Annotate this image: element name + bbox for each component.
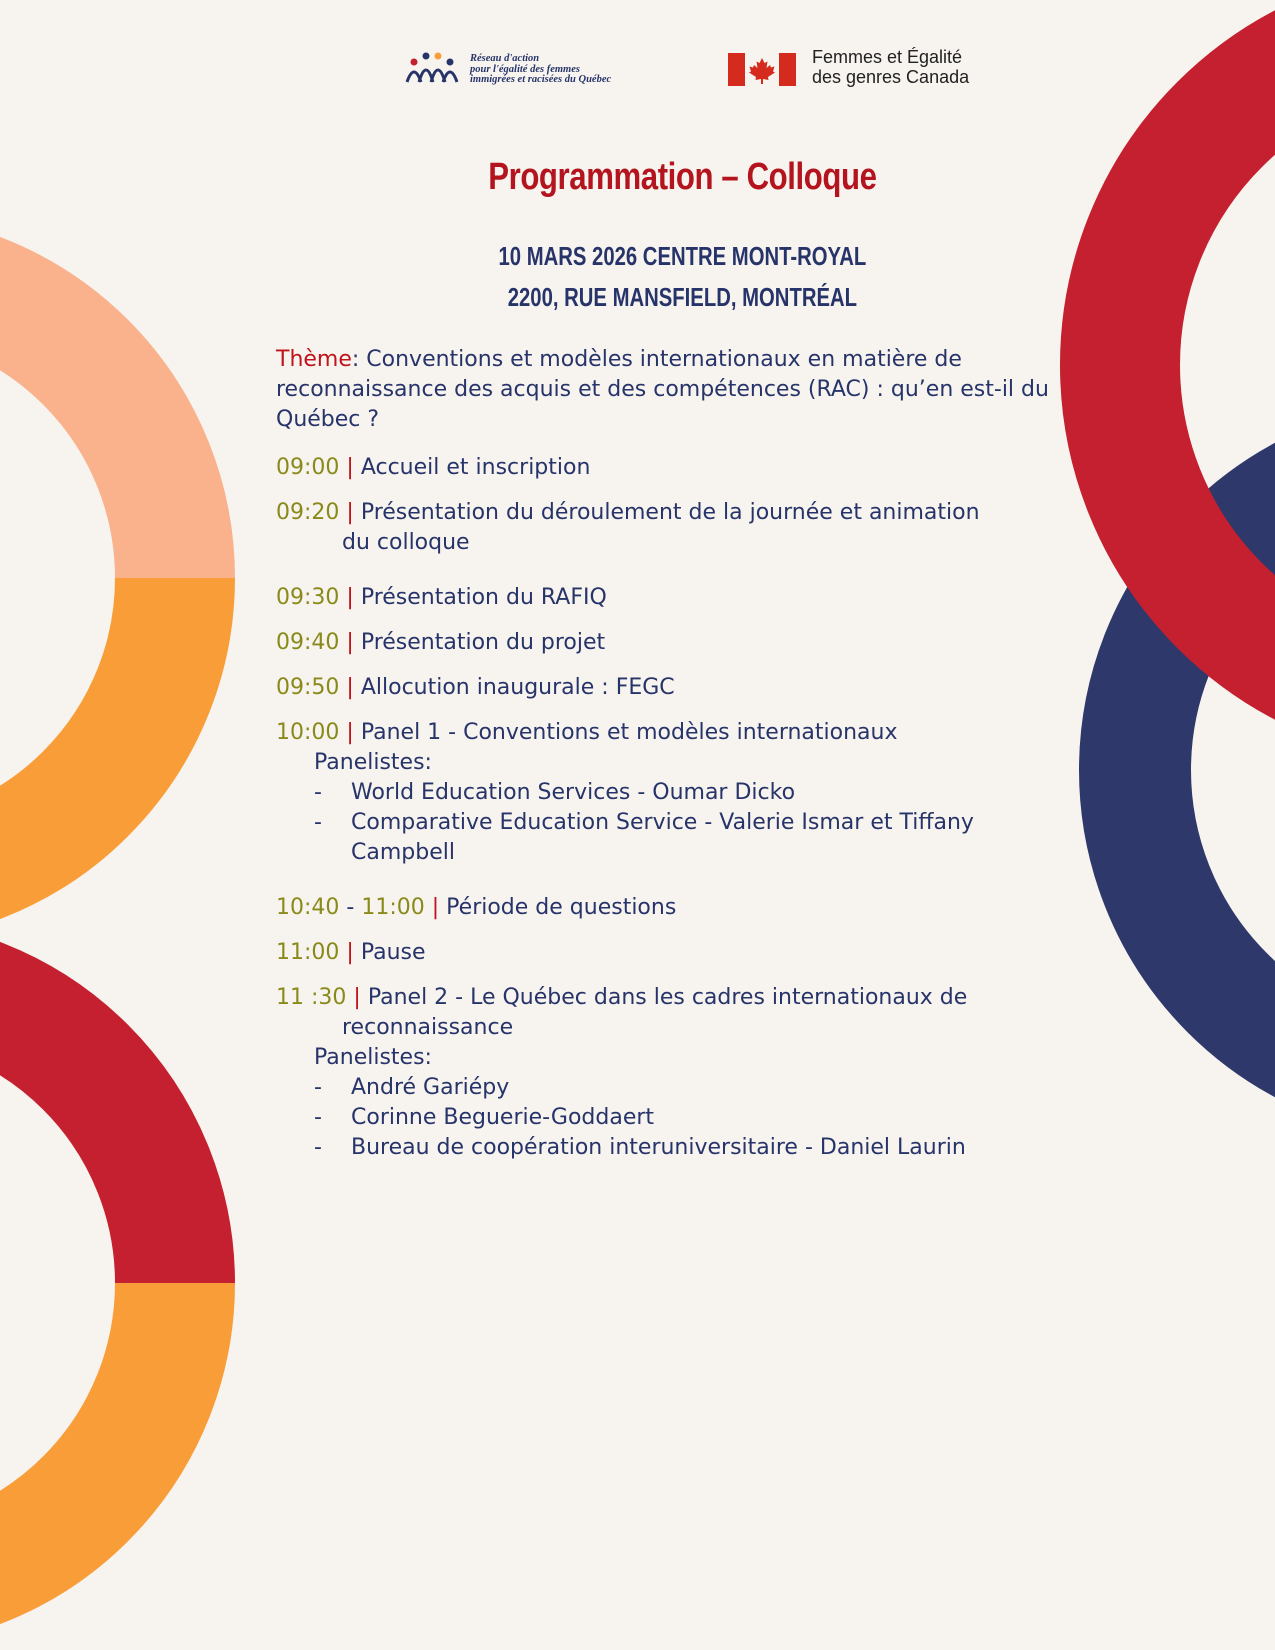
panelist-item: - André Gariépy: [314, 1073, 509, 1103]
schedule-item: [276, 498, 980, 528]
panelists-label: Panelistes:: [314, 750, 432, 775]
item-title: Présentation du RAFIQ: [360, 585, 607, 610]
item-time: 10:40: [276, 895, 340, 920]
panelist-name: André Gariépy: [351, 1075, 510, 1100]
item-title: Panel 2 - Le Québec dans les cadres internationaux de: [367, 985, 968, 1010]
panelist-name: World Education Services - Oumar Dicko: [351, 780, 796, 805]
theme-text: : Conventions et modèles internationaux en matière de reconnaissance des acquis et des compétences (RAC) : qu’en est-il du Québec ?: [276, 347, 1049, 432]
venue-address-line: 2200, RUE MANSFIELD, MONTRÉAL: [507, 282, 858, 312]
item-time: 09:20: [276, 500, 340, 525]
fegc-logo: [728, 47, 998, 91]
item-title: Pause: [360, 940, 426, 965]
theme-label: Thème: [276, 347, 352, 372]
rafiq-line3: immigrées et racisées du Québec: [470, 74, 612, 85]
item-separator: |: [346, 455, 354, 480]
item-time: 09:50: [276, 675, 340, 700]
item-title: Panel 1 - Conventions et modèles internationaux: [360, 720, 898, 745]
page-title: Programmation – Colloque: [488, 156, 877, 198]
panelists-label: Panelistes:: [314, 1045, 432, 1070]
panelist-name: Comparative Education Service - Valerie Ismar et Tiffany: [351, 810, 974, 835]
item-separator: |: [346, 630, 354, 655]
panelist-item: - Bureau de coopération interuniversitaire - Daniel Laurin: [314, 1133, 966, 1163]
program-content: [276, 345, 1076, 1160]
schedule-item: [276, 583, 607, 613]
item-time: 11 :30: [276, 985, 347, 1010]
rafiq-logo: [404, 48, 654, 90]
fegc-line1: Femmes et Égalité: [812, 47, 963, 67]
item-separator: |: [346, 720, 354, 745]
item-separator: |: [353, 985, 361, 1010]
schedule-item: [276, 673, 675, 703]
schedule-item: [276, 938, 426, 968]
panelist-name: Bureau de coopération interuniversitaire - Daniel Laurin: [351, 1135, 966, 1160]
panelist-name: Corinne Beguerie-Goddaert: [351, 1105, 655, 1130]
item-time: 11:00: [276, 940, 340, 965]
item-title: Présentation du déroulement de la journée et animation: [360, 500, 980, 525]
item-title: Présentation du projet: [360, 630, 606, 655]
panelist-item: - Comparative Education Service - Valerie Ismar et Tiffany: [314, 808, 974, 838]
item-time-end: 11:00: [361, 895, 425, 920]
item-time: 10:00: [276, 720, 340, 745]
panelist-name-continuation: Campbell: [351, 840, 455, 865]
item-separator: |: [346, 675, 354, 700]
schedule-item: [276, 893, 676, 923]
item-time-separator: -: [339, 895, 362, 920]
item-title: Période de questions: [446, 895, 677, 920]
item-separator: |: [346, 500, 354, 525]
schedule-item: [276, 718, 898, 748]
rafiq-line2: pour l'égalité des femmes: [470, 63, 580, 75]
schedule-item: [276, 628, 605, 658]
rafiq-people-icon: [404, 50, 466, 88]
item-title-continuation: du colloque: [342, 530, 470, 555]
schedule-item: [276, 983, 967, 1013]
item-title: Allocution inaugurale : FEGC: [360, 675, 675, 700]
item-separator: |: [346, 940, 354, 965]
venue-date-line: 10 MARS 2026 CENTRE MONT-ROYAL: [498, 241, 867, 271]
item-title-continuation: reconnaissance: [342, 1015, 514, 1040]
fegc-line2: des genres Canada: [812, 67, 970, 87]
panelist-item: - World Education Services - Oumar Dicko: [314, 778, 795, 808]
item-time: 09:40: [276, 630, 340, 655]
theme-paragraph: [276, 345, 1076, 435]
item-time: 09:00: [276, 455, 340, 480]
item-separator: |: [431, 895, 440, 920]
canada-flag-icon: [728, 53, 796, 86]
item-separator: |: [346, 585, 354, 610]
rafiq-line1: Réseau d'action: [470, 53, 540, 64]
panelist-item: - Corinne Beguerie-Goddaert: [314, 1103, 654, 1133]
arc-red-right: [1120, 25, 1275, 705]
schedule-item: [276, 453, 590, 483]
item-title: Accueil et inscription: [360, 455, 591, 480]
item-time: 09:30: [276, 585, 340, 610]
